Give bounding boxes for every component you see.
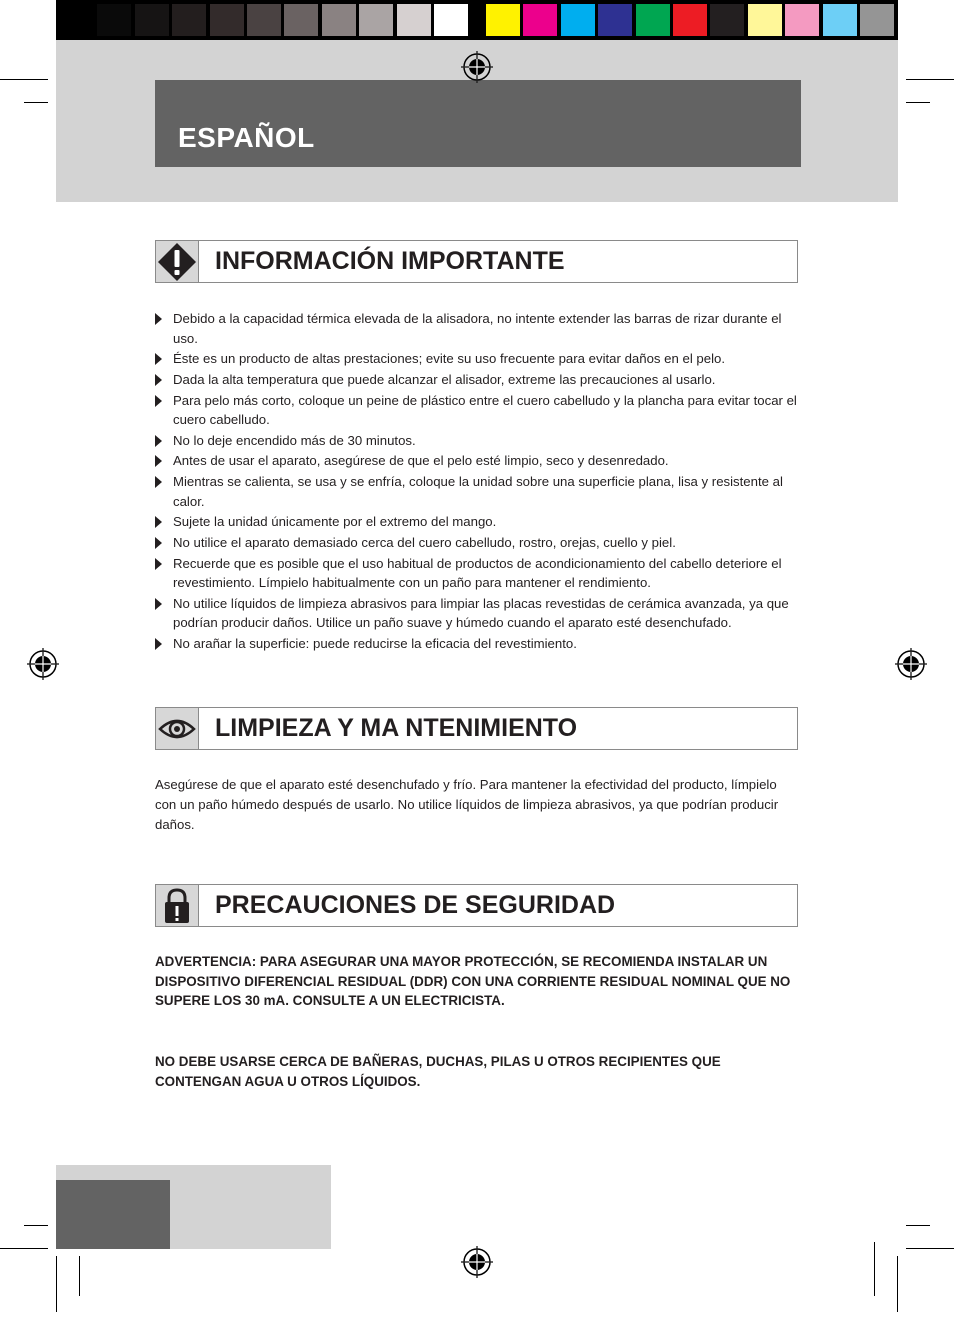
- color-swatch: [486, 4, 520, 36]
- registration-mark-left: [27, 648, 59, 680]
- bullet-arrow-icon: [155, 638, 162, 650]
- bullet-arrow-icon: [155, 313, 162, 325]
- color-swatch: [823, 4, 857, 36]
- color-swatch: [247, 4, 281, 36]
- color-swatch: [561, 4, 595, 36]
- bullet-arrow-icon: [155, 455, 162, 467]
- list-item-text: Sujete la unidad únicamente por el extremo del mango.: [173, 514, 497, 530]
- bullet-arrow-icon: [155, 537, 162, 549]
- eye-icon: [156, 708, 199, 749]
- list-item-text: Antes de usar el aparato, asegúrese de que el pelo esté limpio, seco y desenredado.: [173, 453, 669, 469]
- list-item: [155, 349, 805, 369]
- color-swatch: [785, 4, 819, 36]
- color-swatch: [710, 4, 744, 36]
- list-item-text: Mientras se calienta, se usa y se enfría, coloque la unidad sobre una superficie plana, lisa y resistente al calor.: [173, 474, 783, 509]
- padlock-icon: [156, 885, 199, 926]
- list-item: [155, 594, 805, 633]
- safety-warning-rcd: ADVERTENCIA: PARA ASEGURAR UNA MAYOR PROTECCIÓN, SE RECOMIENDA INSTALAR UN DISPOSITIVO DIFERENCIAL RESIDUAL (DDR) CON UNA CORRIENTE RESIDUAL NOMINAL QUE NO SUPERE LOS 30 mA. CONSULTE A UN ELECTRICISTA.: [155, 954, 791, 1009]
- registration-mark-top: [461, 51, 493, 83]
- bullet-arrow-icon: [155, 558, 162, 570]
- color-swatch: [673, 4, 707, 36]
- section-cleaning-header: [155, 707, 798, 750]
- bullet-arrow-icon: [155, 353, 162, 365]
- footer-tab-dark: [56, 1180, 170, 1249]
- color-swatch: [97, 4, 131, 36]
- color-swatch: [523, 4, 557, 36]
- list-item-text: No utilice el aparato demasiado cerca del cuero cabelludo, rostro, orejas, cuello y piel.: [173, 535, 676, 550]
- bullet-arrow-icon: [155, 598, 162, 610]
- list-item: [155, 431, 805, 451]
- list-item-text: Recuerde que es posible que el uso habitual de productos de acondicionamiento del cabello deteriore el revestimiento. Límpielo habitualmente con un paño para mantener el rendimiento.: [173, 555, 782, 591]
- list-item: [155, 451, 805, 471]
- list-item: [155, 309, 805, 348]
- bullet-arrow-icon: [155, 374, 162, 386]
- important-info-list: [155, 309, 805, 655]
- color-swatch: [322, 4, 356, 36]
- section-safety-title: PRECAUCIONES DE SEGURIDAD: [215, 891, 616, 919]
- page-title: ESPAÑOL: [178, 122, 315, 153]
- section-important-title: INFORMACIÓN IMPORTANTE: [215, 247, 565, 275]
- list-item-text: No arañar la superficie: puede reducirse la eficacia del revestimiento.: [173, 636, 577, 652]
- list-item: [155, 472, 805, 511]
- color-swatch: [359, 4, 393, 36]
- warning-icon: [156, 241, 199, 282]
- list-item-text: No lo deje encendido más de 30 minutos.: [173, 432, 416, 448]
- color-swatch: [172, 4, 206, 36]
- cleaning-text: Asegúrese de que el aparato esté desenchufado y frío. Para mantener la efectividad del producto, límpielo con un paño húmedo después de usarlo. No utilice líquidos de limpieza abrasivos, ya que podrían producir daños.: [155, 777, 779, 832]
- list-item: [155, 391, 805, 430]
- list-item-text: Debido a la capacidad térmica elevada de la alisadora, no intente extender las barras de rizar durante el uso.: [173, 311, 782, 346]
- color-swatch: [860, 4, 894, 36]
- color-calibration-bar: [56, 0, 898, 40]
- section-cleaning-title: LIMPIEZA Y MA NTENIMIENTO: [215, 714, 578, 742]
- color-swatch: [135, 4, 169, 36]
- color-swatch: [636, 4, 670, 36]
- section-important-header: [155, 240, 798, 283]
- color-swatch: [210, 4, 244, 36]
- section-safety-header: [155, 884, 798, 927]
- color-swatch: [397, 4, 431, 36]
- bullet-arrow-icon: [155, 395, 162, 407]
- color-swatch: [748, 4, 782, 36]
- color-swatch: [434, 4, 468, 36]
- list-item: [155, 533, 805, 553]
- color-swatch: [598, 4, 632, 36]
- registration-mark-bottom: [461, 1246, 493, 1278]
- list-item-text: No utilice líquidos de limpieza abrasivos para limpiar las placas revestidas de cerámica avanzada, ya que podrían producir daños. Utilice un paño suave y húmedo cuando el aparato esté desenchufado.: [173, 595, 789, 631]
- list-item-text: Dada la alta temperatura que puede alcanzar el alisador, extreme las precauciones al usarlo.: [173, 371, 716, 387]
- list-item: [155, 634, 805, 654]
- list-item: [155, 512, 805, 532]
- safety-warning-water: NO DEBE USARSE CERCA DE BAÑERAS, DUCHAS, PILAS U OTROS RECIPIENTES QUE CONTENGAN AGUA U OTROS LÍQUIDOS.: [155, 1054, 721, 1089]
- bullet-arrow-icon: [155, 435, 162, 447]
- list-item-text: Éste es un producto de altas prestaciones; evite su uso frecuente para evitar daños en el pelo.: [173, 351, 726, 367]
- list-item: [155, 554, 805, 593]
- list-item-text: Para pelo más corto, coloque un peine de plástico entre el cuero cabelludo y la plancha para evitar tocar el cuero cabelludo.: [173, 392, 797, 428]
- list-item: [155, 370, 805, 390]
- color-swatch: [284, 4, 318, 36]
- bullet-arrow-icon: [155, 516, 162, 528]
- registration-mark-right: [895, 648, 927, 680]
- bullet-arrow-icon: [155, 476, 162, 488]
- color-swatch: [60, 4, 94, 36]
